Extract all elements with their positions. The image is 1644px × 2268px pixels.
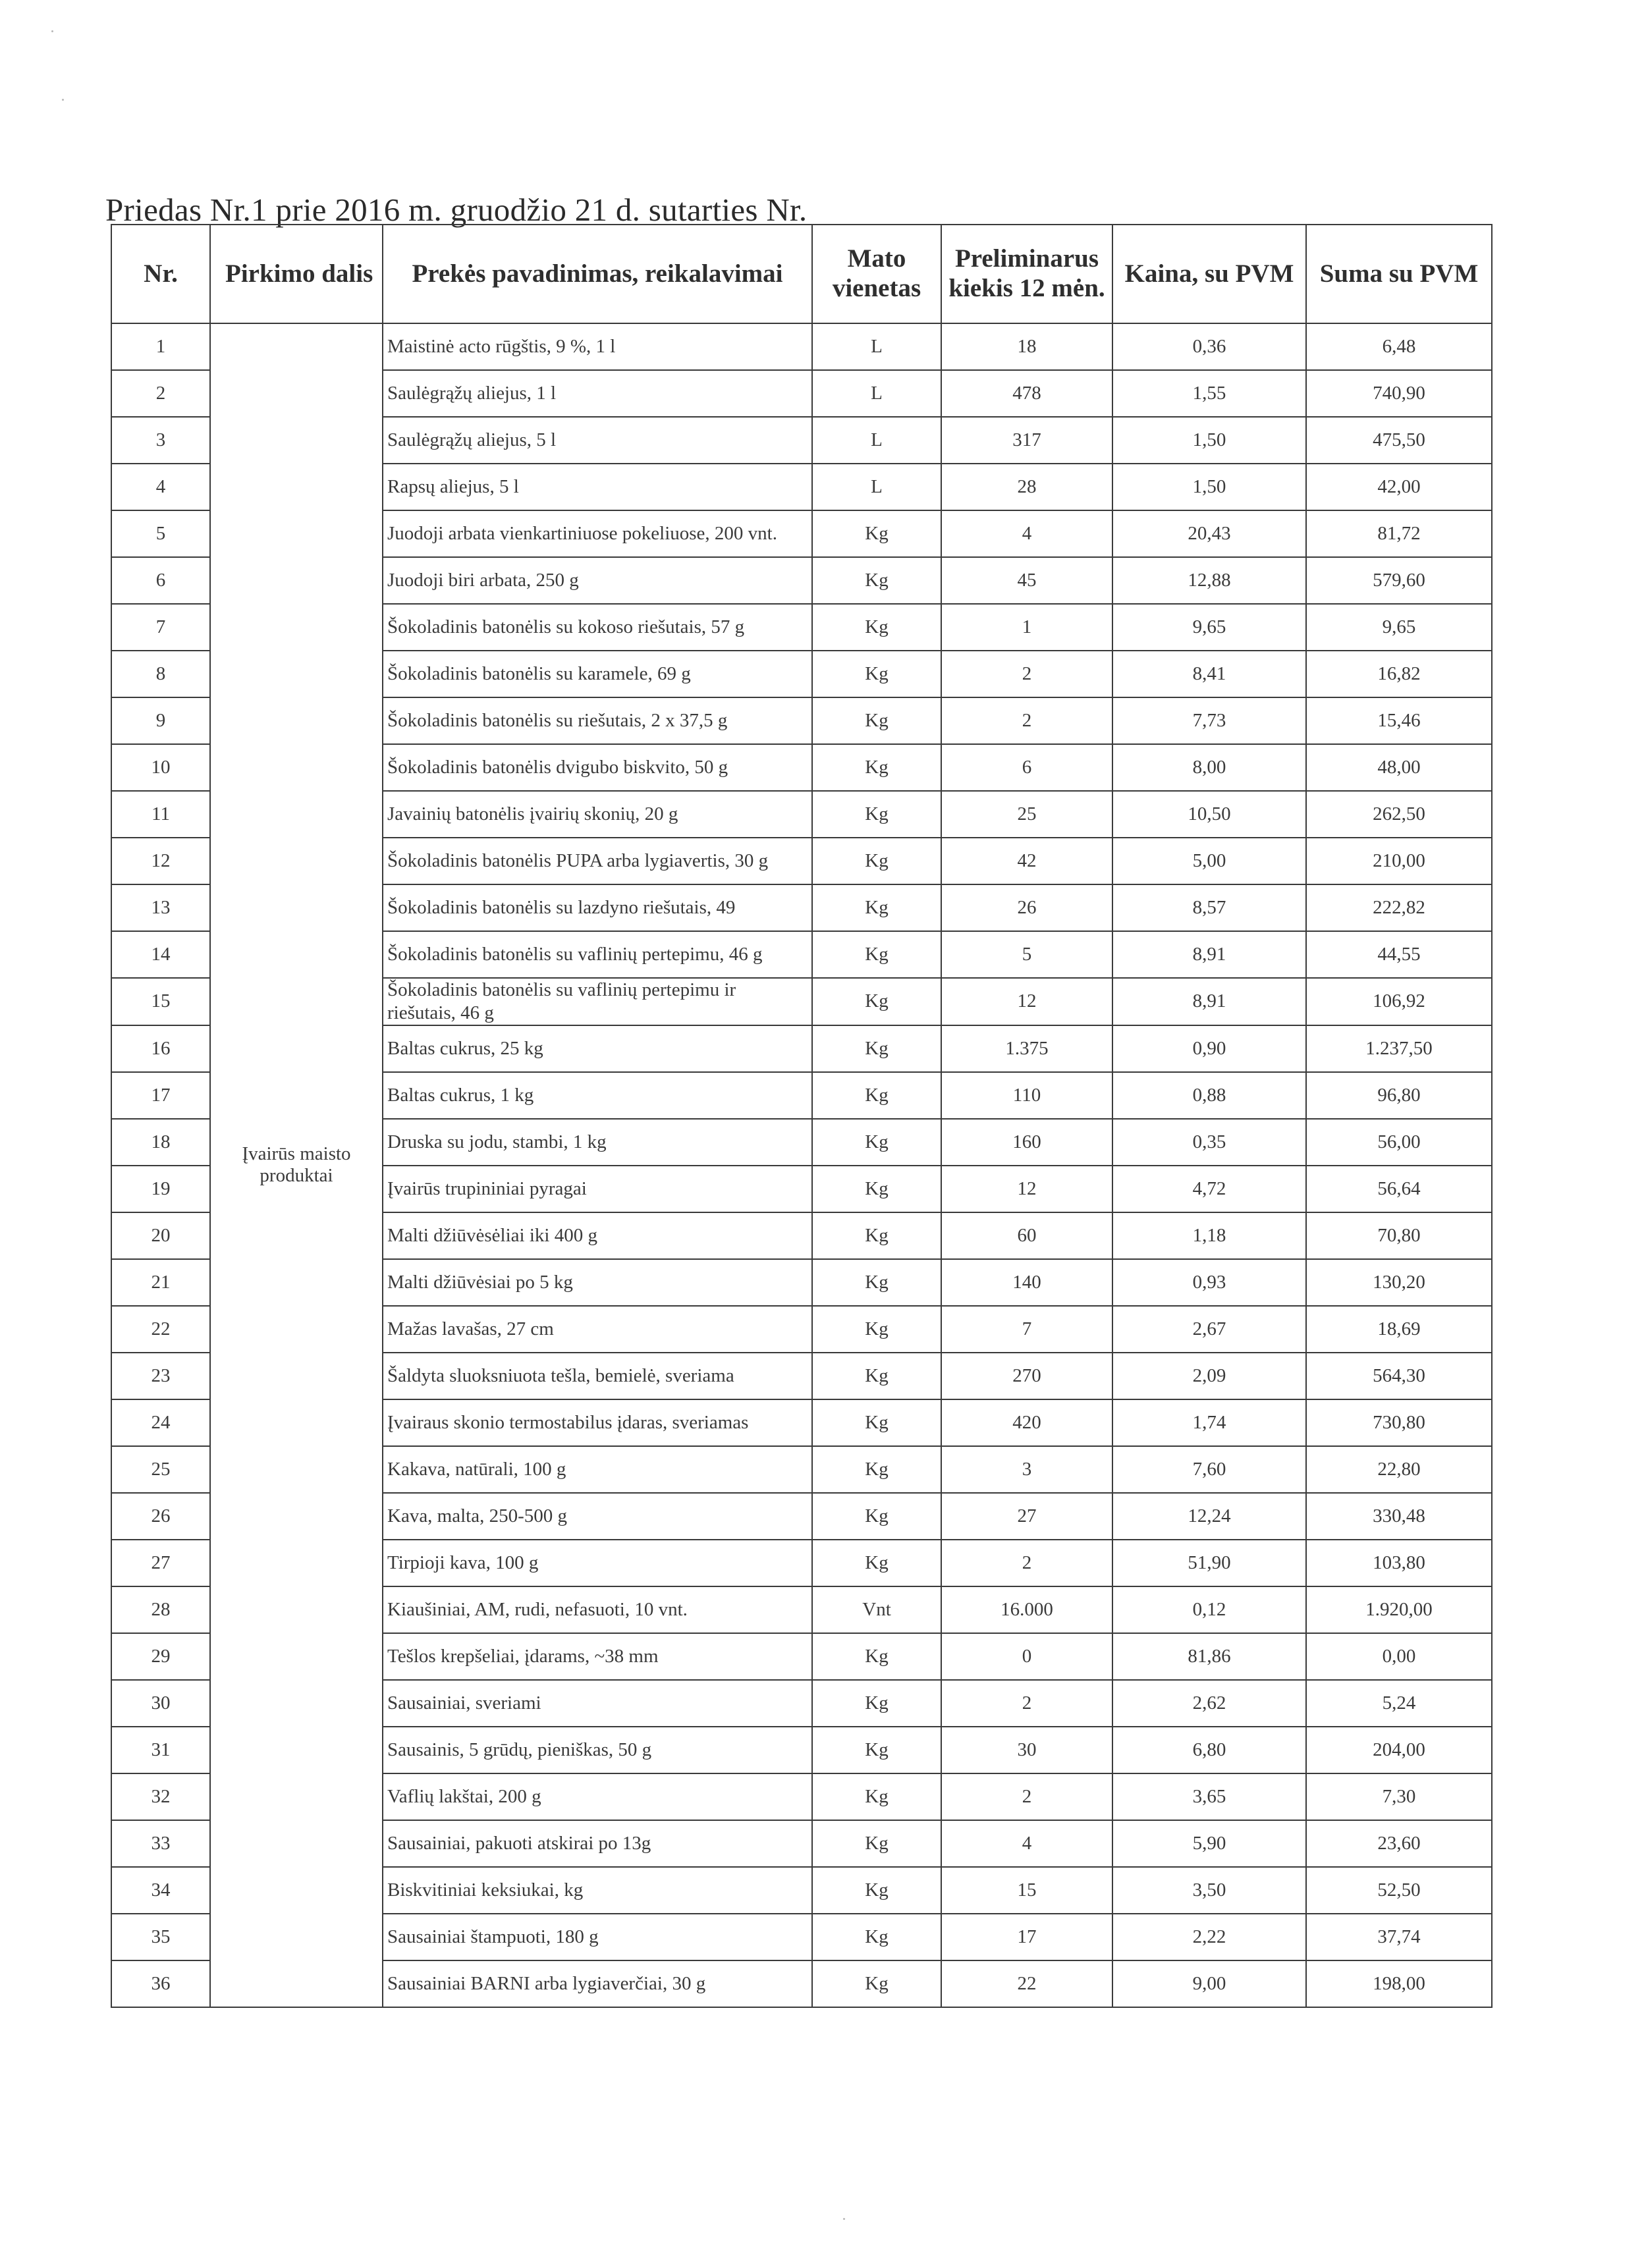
item-price: 3,50 (1112, 1867, 1306, 1914)
header-purchase-part: Pirkimo dalis (210, 225, 383, 323)
item-unit: Kg (812, 1867, 941, 1914)
table-header-row (111, 225, 1492, 323)
item-price: 2,09 (1112, 1353, 1306, 1399)
item-sum: 44,55 (1306, 931, 1492, 978)
item-quantity: 45 (941, 557, 1112, 604)
item-sum: 48,00 (1306, 744, 1492, 791)
item-price: 81,86 (1112, 1633, 1306, 1680)
table-body (111, 323, 1492, 2007)
item-quantity: 17 (941, 1914, 1112, 1960)
row-number: 22 (111, 1306, 210, 1353)
item-quantity: 317 (941, 417, 1112, 464)
item-price: 0,36 (1112, 323, 1306, 370)
item-quantity: 28 (941, 464, 1112, 510)
item-quantity: 110 (941, 1072, 1112, 1119)
item-name: Vaflių lakštai, 200 g (383, 1773, 812, 1820)
item-unit: Kg (812, 604, 941, 651)
item-sum: 330,48 (1306, 1493, 1492, 1540)
item-price: 10,50 (1112, 791, 1306, 838)
item-price: 8,91 (1112, 978, 1306, 1025)
item-unit: Kg (812, 1773, 941, 1820)
item-sum: 106,92 (1306, 978, 1492, 1025)
item-name: Šokoladinis batonėlis su lazdyno riešutais, 49 (383, 884, 812, 931)
item-sum: 204,00 (1306, 1727, 1492, 1773)
item-sum: 37,74 (1306, 1914, 1492, 1960)
item-price: 1,50 (1112, 417, 1306, 464)
item-sum: 9,65 (1306, 604, 1492, 651)
row-number: 21 (111, 1259, 210, 1306)
item-name: Juodoji biri arbata, 250 g (383, 557, 812, 604)
item-quantity: 25 (941, 791, 1112, 838)
row-number: 5 (111, 510, 210, 557)
item-quantity: 2 (941, 1680, 1112, 1727)
item-quantity: 22 (941, 1960, 1112, 2007)
row-number: 8 (111, 651, 210, 697)
item-sum: 56,00 (1306, 1119, 1492, 1166)
item-unit: Kg (812, 1960, 941, 2007)
item-unit: Kg (812, 557, 941, 604)
item-unit: Kg (812, 1446, 941, 1493)
item-price: 4,72 (1112, 1166, 1306, 1212)
item-quantity: 6 (941, 744, 1112, 791)
item-sum: 7,30 (1306, 1773, 1492, 1820)
item-sum: 222,82 (1306, 884, 1492, 931)
item-name: Malti džiūvėsiai po 5 kg (383, 1259, 812, 1306)
item-price: 2,67 (1112, 1306, 1306, 1353)
item-quantity: 420 (941, 1399, 1112, 1446)
row-number: 1 (111, 323, 210, 370)
item-price: 0,35 (1112, 1119, 1306, 1166)
item-sum: 198,00 (1306, 1960, 1492, 2007)
row-number: 12 (111, 838, 210, 884)
item-name: Baltas cukrus, 1 kg (383, 1072, 812, 1119)
item-price: 9,00 (1112, 1960, 1306, 2007)
item-price: 1,50 (1112, 464, 1306, 510)
item-quantity: 2 (941, 1773, 1112, 1820)
item-sum: 475,50 (1306, 417, 1492, 464)
header-sum: Suma su PVM (1306, 225, 1492, 323)
item-unit: Kg (812, 978, 941, 1025)
item-name: Baltas cukrus, 25 kg (383, 1025, 812, 1072)
row-number: 9 (111, 697, 210, 744)
item-name: Druska su jodu, stambi, 1 kg (383, 1119, 812, 1166)
item-unit: Kg (812, 1493, 941, 1540)
row-number: 13 (111, 884, 210, 931)
item-unit: Kg (812, 1119, 941, 1166)
item-price: 9,65 (1112, 604, 1306, 651)
item-unit: Vnt (812, 1586, 941, 1633)
item-quantity: 2 (941, 697, 1112, 744)
item-price: 20,43 (1112, 510, 1306, 557)
item-name: Malti džiūvėsėliai iki 400 g (383, 1212, 812, 1259)
item-price: 2,22 (1112, 1914, 1306, 1960)
item-unit: Kg (812, 651, 941, 697)
procurement-annex-table (111, 224, 1493, 2008)
item-quantity: 140 (941, 1259, 1112, 1306)
item-name: Kava, malta, 250-500 g (383, 1493, 812, 1540)
header-item-name: Prekės pavadinimas, reikalavimai (383, 225, 812, 323)
item-quantity: 7 (941, 1306, 1112, 1353)
item-name: Sausainiai, pakuoti atskirai po 13g (383, 1820, 812, 1867)
item-sum: 23,60 (1306, 1820, 1492, 1867)
item-quantity: 160 (941, 1119, 1112, 1166)
item-quantity: 478 (941, 370, 1112, 417)
row-number: 32 (111, 1773, 210, 1820)
item-name: Biskvitiniai keksiukai, kg (383, 1867, 812, 1914)
item-sum: 0,00 (1306, 1633, 1492, 1680)
item-name: Kiaušiniai, AM, rudi, nefasuoti, 10 vnt. (383, 1586, 812, 1633)
item-name: Sausainiai štampuoti, 180 g (383, 1914, 812, 1960)
item-quantity: 27 (941, 1493, 1112, 1540)
item-price: 0,93 (1112, 1259, 1306, 1306)
item-quantity: 26 (941, 884, 1112, 931)
scan-speck (51, 30, 53, 32)
item-quantity: 42 (941, 838, 1112, 884)
item-quantity: 1.375 (941, 1025, 1112, 1072)
row-number: 2 (111, 370, 210, 417)
item-unit: Kg (812, 1025, 941, 1072)
row-number: 14 (111, 931, 210, 978)
item-unit: L (812, 323, 941, 370)
header-price: Kaina, su PVM (1112, 225, 1306, 323)
item-quantity: 0 (941, 1633, 1112, 1680)
item-sum: 18,69 (1306, 1306, 1492, 1353)
item-unit: Kg (812, 1306, 941, 1353)
item-sum: 96,80 (1306, 1072, 1492, 1119)
item-price: 8,00 (1112, 744, 1306, 791)
item-sum: 15,46 (1306, 697, 1492, 744)
item-price: 0,12 (1112, 1586, 1306, 1633)
scan-speck (62, 99, 64, 101)
item-name: Sausainiai, sveriami (383, 1680, 812, 1727)
item-name: Šokoladinis batonėlis su karamele, 69 g (383, 651, 812, 697)
item-price: 2,62 (1112, 1680, 1306, 1727)
row-number: 19 (111, 1166, 210, 1212)
item-quantity: 15 (941, 1867, 1112, 1914)
item-unit: L (812, 370, 941, 417)
row-number: 25 (111, 1446, 210, 1493)
item-name: Tirpioji kava, 100 g (383, 1540, 812, 1586)
item-quantity: 12 (941, 978, 1112, 1025)
item-name: Maistinė acto rūgštis, 9 %, 1 l (383, 323, 812, 370)
row-number: 33 (111, 1820, 210, 1867)
item-quantity: 2 (941, 651, 1112, 697)
item-sum: 52,50 (1306, 1867, 1492, 1914)
row-number: 24 (111, 1399, 210, 1446)
item-name: Šokoladinis batonėlis su kokoso riešutais, 57 g (383, 604, 812, 651)
item-sum: 16,82 (1306, 651, 1492, 697)
item-sum: 103,80 (1306, 1540, 1492, 1586)
item-price: 3,65 (1112, 1773, 1306, 1820)
row-number: 7 (111, 604, 210, 651)
item-price: 6,80 (1112, 1727, 1306, 1773)
row-number: 6 (111, 557, 210, 604)
item-unit: Kg (812, 1820, 941, 1867)
item-price: 1,18 (1112, 1212, 1306, 1259)
item-name: Saulėgrąžų aliejus, 1 l (383, 370, 812, 417)
item-name: Kakava, natūrali, 100 g (383, 1446, 812, 1493)
row-number: 16 (111, 1025, 210, 1072)
item-sum: 5,24 (1306, 1680, 1492, 1727)
item-quantity: 12 (941, 1166, 1112, 1212)
item-price: 51,90 (1112, 1540, 1306, 1586)
item-price: 8,41 (1112, 651, 1306, 697)
item-price: 7,73 (1112, 697, 1306, 744)
item-unit: Kg (812, 1633, 941, 1680)
item-sum: 564,30 (1306, 1353, 1492, 1399)
item-sum: 1.237,50 (1306, 1025, 1492, 1072)
item-price: 1,74 (1112, 1399, 1306, 1446)
item-unit: Kg (812, 1212, 941, 1259)
item-name: Sausainis, 5 grūdų, pieniškas, 50 g (383, 1727, 812, 1773)
item-name: Juodoji arbata vienkartiniuose pokeliuose, 200 vnt. (383, 510, 812, 557)
item-name: Šaldyta sluoksniuota tešla, bemielė, sveriama (383, 1353, 812, 1399)
row-number: 31 (111, 1727, 210, 1773)
item-price: 0,88 (1112, 1072, 1306, 1119)
item-price: 8,57 (1112, 884, 1306, 931)
item-name: Šokoladinis batonėlis su vaflinių pertepimu, 46 g (383, 931, 812, 978)
item-name: Saulėgrąžų aliejus, 5 l (383, 417, 812, 464)
item-name: Javainių batonėlis įvairių skonių, 20 g (383, 791, 812, 838)
row-number: 11 (111, 791, 210, 838)
item-name: Tešlos krepšeliai, įdarams, ~38 mm (383, 1633, 812, 1680)
item-sum: 130,20 (1306, 1259, 1492, 1306)
item-name: Rapsų aliejus, 5 l (383, 464, 812, 510)
item-unit: Kg (812, 791, 941, 838)
item-name: Sausainiai BARNI arba lygiaverčiai, 30 g (383, 1960, 812, 2007)
item-price: 8,91 (1112, 931, 1306, 978)
row-number: 35 (111, 1914, 210, 1960)
item-name: Šokoladinis batonėlis dvigubo biskvito, 50 g (383, 744, 812, 791)
item-name: Įvairūs trupininiai pyragai (383, 1166, 812, 1212)
item-unit: Kg (812, 1680, 941, 1727)
row-number: 28 (111, 1586, 210, 1633)
item-name: Šokoladinis batonėlis PUPA arba lygiavertis, 30 g (383, 838, 812, 884)
row-number: 17 (111, 1072, 210, 1119)
item-name: Šokoladinis batonėlis su riešutais, 2 x 37,5 g (383, 697, 812, 744)
item-unit: Kg (812, 931, 941, 978)
item-sum: 42,00 (1306, 464, 1492, 510)
item-sum: 730,80 (1306, 1399, 1492, 1446)
row-number: 26 (111, 1493, 210, 1540)
item-price: 1,55 (1112, 370, 1306, 417)
item-sum: 1.920,00 (1306, 1586, 1492, 1633)
row-number: 18 (111, 1119, 210, 1166)
item-quantity: 16.000 (941, 1586, 1112, 1633)
item-quantity: 270 (941, 1353, 1112, 1399)
item-quantity: 60 (941, 1212, 1112, 1259)
item-unit: Kg (812, 884, 941, 931)
item-unit: L (812, 464, 941, 510)
row-number: 4 (111, 464, 210, 510)
header-unit: Mato vienetas (812, 225, 941, 323)
item-unit: Kg (812, 510, 941, 557)
item-unit: L (812, 417, 941, 464)
item-quantity: 5 (941, 931, 1112, 978)
item-price: 12,24 (1112, 1493, 1306, 1540)
item-sum: 262,50 (1306, 791, 1492, 838)
item-price: 7,60 (1112, 1446, 1306, 1493)
item-sum: 70,80 (1306, 1212, 1492, 1259)
row-number: 34 (111, 1867, 210, 1914)
item-name: Mažas lavašas, 27 cm (383, 1306, 812, 1353)
item-unit: Kg (812, 838, 941, 884)
item-sum: 81,72 (1306, 510, 1492, 557)
item-sum: 740,90 (1306, 370, 1492, 417)
item-price: 5,00 (1112, 838, 1306, 884)
item-sum: 579,60 (1306, 557, 1492, 604)
item-sum: 22,80 (1306, 1446, 1492, 1493)
item-unit: Kg (812, 1259, 941, 1306)
header-quantity: Preliminarus kiekis 12 mėn. (941, 225, 1112, 323)
item-unit: Kg (812, 744, 941, 791)
item-unit: Kg (812, 1727, 941, 1773)
item-quantity: 4 (941, 1820, 1112, 1867)
row-number: 3 (111, 417, 210, 464)
item-unit: Kg (812, 1166, 941, 1212)
row-number: 27 (111, 1540, 210, 1586)
item-quantity: 18 (941, 323, 1112, 370)
item-quantity: 3 (941, 1446, 1112, 1493)
row-number: 20 (111, 1212, 210, 1259)
item-unit: Kg (812, 697, 941, 744)
item-price: 0,90 (1112, 1025, 1306, 1072)
item-sum: 210,00 (1306, 838, 1492, 884)
row-number: 29 (111, 1633, 210, 1680)
item-quantity: 1 (941, 604, 1112, 651)
row-number: 23 (111, 1353, 210, 1399)
item-price: 12,88 (1112, 557, 1306, 604)
item-unit: Kg (812, 1540, 941, 1586)
item-name: Įvairaus skonio termostabilus įdaras, sveriamas (383, 1399, 812, 1446)
row-number: 30 (111, 1680, 210, 1727)
item-quantity: 4 (941, 510, 1112, 557)
item-price: 5,90 (1112, 1820, 1306, 1867)
table-row (111, 323, 1492, 370)
item-quantity: 30 (941, 1727, 1112, 1773)
row-number: 10 (111, 744, 210, 791)
item-sum: 56,64 (1306, 1166, 1492, 1212)
header-nr: Nr. (111, 225, 210, 323)
document-title: Priedas Nr.1 prie 2016 m. gruodžio 21 d. sutarties Nr. (105, 192, 808, 228)
purchase-part-label: Įvairūs maisto produktai (210, 323, 383, 2007)
item-name: Šokoladinis batonėlis su vaflinių pertepimu ir riešutais, 46 g (383, 978, 812, 1025)
item-quantity: 2 (941, 1540, 1112, 1586)
item-unit: Kg (812, 1914, 941, 1960)
item-unit: Kg (812, 1072, 941, 1119)
item-unit: Kg (812, 1353, 941, 1399)
scan-speck (843, 2218, 845, 2220)
item-sum: 6,48 (1306, 323, 1492, 370)
item-unit: Kg (812, 1399, 941, 1446)
row-number: 15 (111, 978, 210, 1025)
row-number: 36 (111, 1960, 210, 2007)
